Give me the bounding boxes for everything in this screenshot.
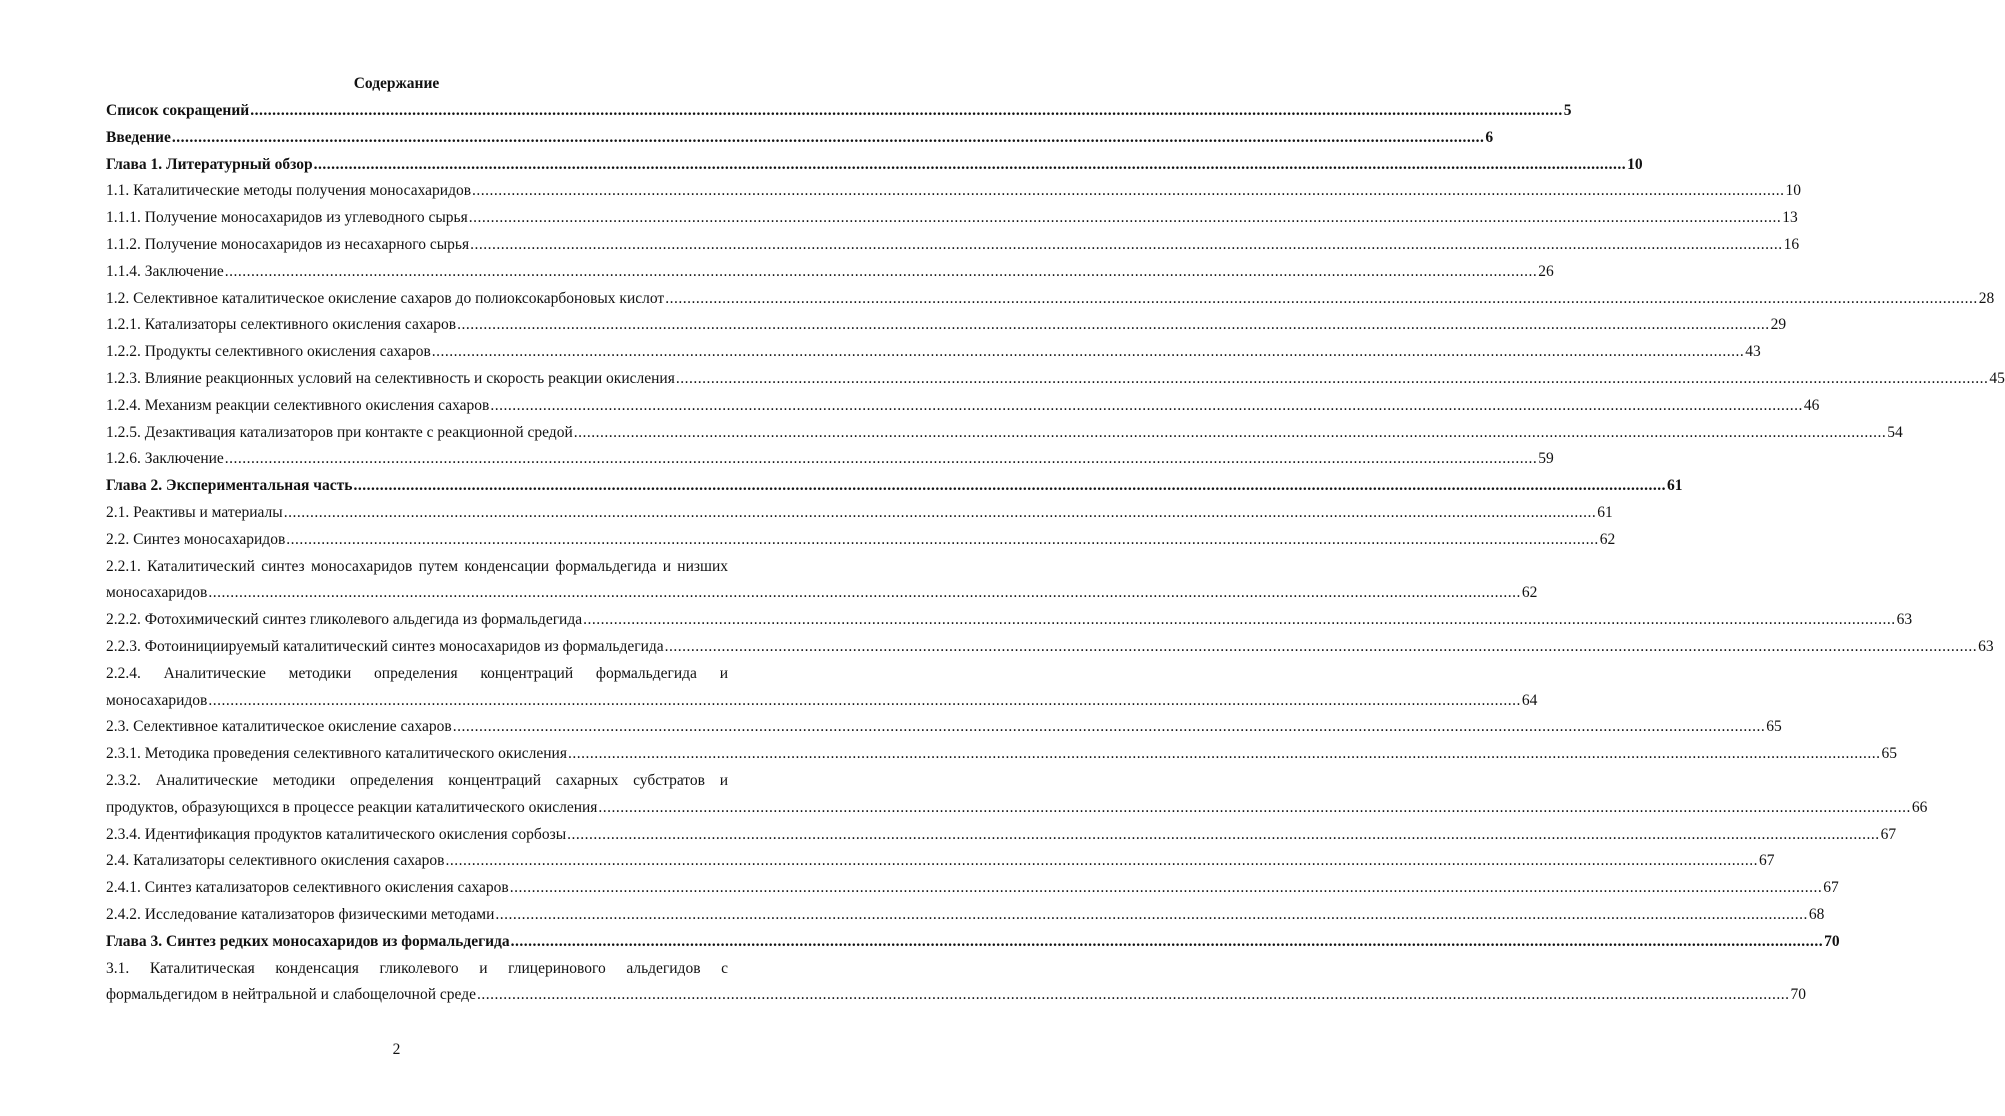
toc-entry[interactable] bbox=[106, 366, 2005, 393]
dot-leader: ............................................................................................................................................................................................................................................................................................................ bbox=[495, 905, 1808, 923]
dot-leader: ............................................................................................................................................................................................................................................................................................................ bbox=[567, 745, 1881, 763]
toc-entry-title: Глава 2. Экспериментальная часть bbox=[106, 477, 353, 495]
toc-entry[interactable] bbox=[106, 741, 1897, 768]
toc-entry-title: 1.2.1. Катализаторы селективного окисления сахаров bbox=[106, 316, 457, 334]
toc-entry-title: 2.4. Катализаторы селективного окисления сахаров bbox=[106, 852, 445, 870]
toc-entry[interactable] bbox=[106, 205, 1798, 232]
toc-entry-page: 63 bbox=[1896, 611, 1913, 629]
toc-entry-page: 66 bbox=[1911, 798, 1928, 816]
toc-entry-first-line[interactable]: 2.2.1. Каталитический синтез моносахаридов путем конденсации формальдегида и низших bbox=[106, 557, 728, 575]
dot-leader: ............................................................................................................................................................................................................................................................................................................ bbox=[250, 102, 1563, 119]
toc-entry-page: 62 bbox=[1599, 530, 1616, 548]
toc-entry[interactable] bbox=[106, 634, 1994, 661]
dot-leader: ............................................................................................................................................................................................................................................................................................................ bbox=[431, 343, 1745, 361]
dot-leader: ............................................................................................................................................................................................................................................................................................................ bbox=[171, 128, 1485, 146]
dot-leader: ............................................................................................................................................................................................................................................................................................................ bbox=[208, 584, 1521, 602]
toc-entry[interactable] bbox=[106, 848, 1775, 875]
toc-entry-page: 67 bbox=[1880, 825, 1897, 843]
toc-entry[interactable] bbox=[106, 152, 1643, 179]
dot-leader: ............................................................................................................................................................................................................................................................................................................ bbox=[445, 852, 1758, 870]
toc-entry-title: 1.2.6. Заключение bbox=[106, 450, 224, 468]
toc-entry-title: Глава 3. Синтез редких моносахаридов из формальдегида bbox=[106, 932, 510, 950]
dot-leader: ............................................................................................................................................................................................................................................................................................................ bbox=[470, 235, 1783, 253]
dot-leader: ............................................................................................................................................................................................................................................................................................................ bbox=[468, 209, 1782, 227]
dot-leader: ............................................................................................................................................................................................................................................................................................................ bbox=[510, 932, 1824, 950]
toc-entry[interactable] bbox=[106, 688, 1538, 715]
toc-entry[interactable] bbox=[106, 178, 1802, 205]
toc-entry-page: 59 bbox=[1538, 450, 1554, 468]
toc-entry-page: 5 bbox=[1563, 102, 1572, 119]
toc-entry-title: 1.2. Селективное каталитическое окисление сахаров до полиоксокарбоновых кислот bbox=[106, 289, 665, 307]
toc-entry-page: 61 bbox=[1666, 477, 1683, 495]
toc-entry[interactable] bbox=[106, 580, 1538, 607]
toc-entry[interactable] bbox=[106, 259, 1554, 286]
toc-entry-title: моносахаридов bbox=[106, 584, 208, 602]
toc-entry-page: 67 bbox=[1823, 879, 1839, 897]
toc-entry-title: 1.2.5. Дезактивация катализаторов при контакте с реакционной средой bbox=[106, 423, 573, 441]
dot-leader: ............................................................................................................................................................................................................................................................................................................ bbox=[452, 718, 1766, 736]
toc-entry[interactable] bbox=[106, 822, 1897, 849]
toc-entry-page: 63 bbox=[1978, 637, 1994, 655]
toc-entry-title: 1.1.4. Заключение bbox=[106, 262, 224, 280]
toc-entry[interactable] bbox=[106, 473, 1683, 500]
toc-entry[interactable] bbox=[106, 393, 1820, 420]
toc-entry-title: 1.1.2. Получение моносахаридов из несахарного сырья bbox=[106, 235, 470, 253]
toc-entry[interactable] bbox=[106, 312, 1787, 339]
toc-entry-title: 2.3. Селективное каталитическое окисление сахаров bbox=[106, 718, 452, 736]
toc-entry-title: Введение bbox=[106, 128, 171, 146]
toc-entry[interactable] bbox=[106, 98, 1572, 125]
toc-entry-first-line[interactable]: 3.1. Каталитическая конденсация гликолевого и глицеринового альдегидов с bbox=[106, 959, 728, 977]
toc-entry[interactable] bbox=[106, 500, 1613, 527]
toc-entry-page: 16 bbox=[1783, 235, 1800, 253]
toc-entry-title: 1.2.2. Продукты селективного окисления сахаров bbox=[106, 343, 431, 361]
dot-leader: ............................................................................................................................................................................................................................................................................................................ bbox=[665, 289, 1978, 307]
toc-entry-page: 29 bbox=[1770, 316, 1787, 334]
toc-entry[interactable] bbox=[106, 607, 1913, 634]
dot-leader: ............................................................................................................................................................................................................................................................................................................ bbox=[313, 155, 1627, 173]
toc-entry-title: 2.1. Реактивы и материалы bbox=[106, 503, 283, 521]
dot-leader: ............................................................................................................................................................................................................................................................................................................ bbox=[283, 503, 1597, 521]
toc-entry-title: 1.2.4. Механизм реакции селективного окисления сахаров bbox=[106, 396, 490, 414]
toc-entry-title: продуктов, образующихся в процессе реакции каталитического окисления bbox=[106, 798, 598, 816]
toc-entry[interactable] bbox=[106, 125, 1494, 152]
toc-entry-title: 1.2.3. Влияние реакционных условий на селективность и скорость реакции окисления bbox=[106, 369, 675, 387]
toc-entry[interactable] bbox=[106, 286, 1995, 313]
toc-entry-title: 2.3.4. Идентификация продуктов каталитического окисления сорбозы bbox=[106, 825, 567, 843]
dot-leader: ............................................................................................................................................................................................................................................................................................................ bbox=[583, 611, 1896, 629]
dot-leader: ............................................................................................................................................................................................................................................................................................................ bbox=[490, 396, 1803, 414]
toc-entry-page: 68 bbox=[1808, 905, 1825, 923]
dot-leader: ............................................................................................................................................................................................................................................................................................................ bbox=[224, 262, 1538, 280]
dot-leader: ............................................................................................................................................................................................................................................................................................................ bbox=[224, 450, 1538, 468]
toc-entry-title: 2.4.2. Исследование катализаторов физическими методами bbox=[106, 905, 495, 923]
toc-entry-page: 10 bbox=[1627, 155, 1643, 173]
toc-entry-title: 2.2. Синтез моносахаридов bbox=[106, 530, 286, 548]
toc-entry-page: 28 bbox=[1978, 289, 1995, 307]
toc-entry[interactable] bbox=[106, 446, 1554, 473]
toc-entry[interactable] bbox=[106, 527, 1616, 554]
dot-leader: ............................................................................................................................................................................................................................................................................................................ bbox=[675, 369, 1989, 387]
table-of-contents bbox=[106, 98, 2005, 1009]
toc-entry-title: Список сокращений bbox=[106, 102, 250, 119]
dot-leader: ............................................................................................................................................................................................................................................................................................................ bbox=[567, 825, 1880, 843]
toc-entry-title: Глава 1. Литературный обзор bbox=[106, 155, 313, 173]
dot-leader: ............................................................................................................................................................................................................................................................................................................ bbox=[472, 182, 1785, 200]
toc-entry-page: 54 bbox=[1887, 423, 1903, 441]
toc-entry-title: 1.1. Каталитические методы получения моносахаридов bbox=[106, 182, 472, 200]
toc-entry[interactable] bbox=[106, 902, 1825, 929]
dot-leader: ............................................................................................................................................................................................................................................................................................................ bbox=[664, 637, 1978, 655]
toc-entry-page: 6 bbox=[1485, 128, 1494, 146]
toc-entry-page: 64 bbox=[1521, 691, 1538, 709]
toc-entry-title: 2.4.1. Синтез катализаторов селективного окисления сахаров bbox=[106, 879, 509, 897]
toc-entry-page: 13 bbox=[1782, 209, 1798, 227]
toc-entry-page: 70 bbox=[1790, 986, 1806, 1004]
toc-entry-page: 43 bbox=[1745, 343, 1761, 361]
toc-entry[interactable] bbox=[106, 875, 1839, 902]
toc-entry-page: 65 bbox=[1881, 745, 1897, 763]
dot-leader: ............................................................................................................................................................................................................................................................................................................ bbox=[598, 798, 1911, 816]
toc-entry[interactable] bbox=[106, 929, 1840, 956]
dot-leader: ............................................................................................................................................................................................................................................................................................................ bbox=[509, 879, 1823, 897]
toc-entry-title: моносахаридов bbox=[106, 691, 208, 709]
toc-entry[interactable] bbox=[106, 982, 1806, 1009]
toc-entry[interactable] bbox=[106, 339, 1761, 366]
toc-entry-page: 65 bbox=[1766, 718, 1782, 736]
toc-entry-page: 45 bbox=[1989, 369, 2005, 387]
toc-entry-page: 46 bbox=[1803, 396, 1820, 414]
toc-entry-title: формальдегидом в нейтральной и слабощелочной среде bbox=[106, 986, 476, 1004]
page-number: 2 bbox=[392, 1041, 401, 1058]
toc-entry-first-line[interactable]: 2.3.2. Аналитические методики определения концентраций сахарных субстратов и bbox=[106, 771, 728, 789]
toc-entry-page: 10 bbox=[1785, 182, 1802, 200]
dot-leader: ............................................................................................................................................................................................................................................................................................................ bbox=[353, 477, 1666, 495]
dot-leader: ............................................................................................................................................................................................................................................................................................................ bbox=[476, 986, 1790, 1004]
toc-entry[interactable] bbox=[106, 232, 1800, 259]
dot-leader: ............................................................................................................................................................................................................................................................................................................ bbox=[286, 530, 1599, 548]
toc-entry-page: 70 bbox=[1824, 932, 1840, 950]
toc-entry-title: 2.3.1. Методика проведения селективного каталитического окисления bbox=[106, 745, 567, 763]
dot-leader: ............................................................................................................................................................................................................................................................................................................ bbox=[208, 691, 1521, 709]
toc-entry-page: 61 bbox=[1597, 503, 1613, 521]
toc-entry[interactable] bbox=[106, 420, 1903, 447]
page-title: Содержание bbox=[353, 75, 440, 92]
toc-entry-title: 2.2.3. Фотоинициируемый каталитический синтез моносахаридов из формальдегида bbox=[106, 637, 664, 655]
dot-leader: ............................................................................................................................................................................................................................................................................................................ bbox=[573, 423, 1887, 441]
toc-entry-first-line[interactable]: 2.2.4. Аналитические методики определения концентраций формальдегида и bbox=[106, 664, 728, 682]
toc-entry-title: 1.1.1. Получение моносахаридов из углеводного сырья bbox=[106, 209, 468, 227]
toc-entry[interactable] bbox=[106, 795, 1928, 822]
toc-entry-page: 67 bbox=[1758, 852, 1775, 870]
toc-entry-page: 26 bbox=[1538, 262, 1554, 280]
toc-entry-title: 2.2.2. Фотохимический синтез гликолевого альдегида из формальдегида bbox=[106, 611, 583, 629]
toc-entry[interactable] bbox=[106, 714, 1782, 741]
toc-entry-page: 62 bbox=[1521, 584, 1538, 602]
dot-leader: ............................................................................................................................................................................................................................................................................................................ bbox=[457, 316, 1770, 334]
